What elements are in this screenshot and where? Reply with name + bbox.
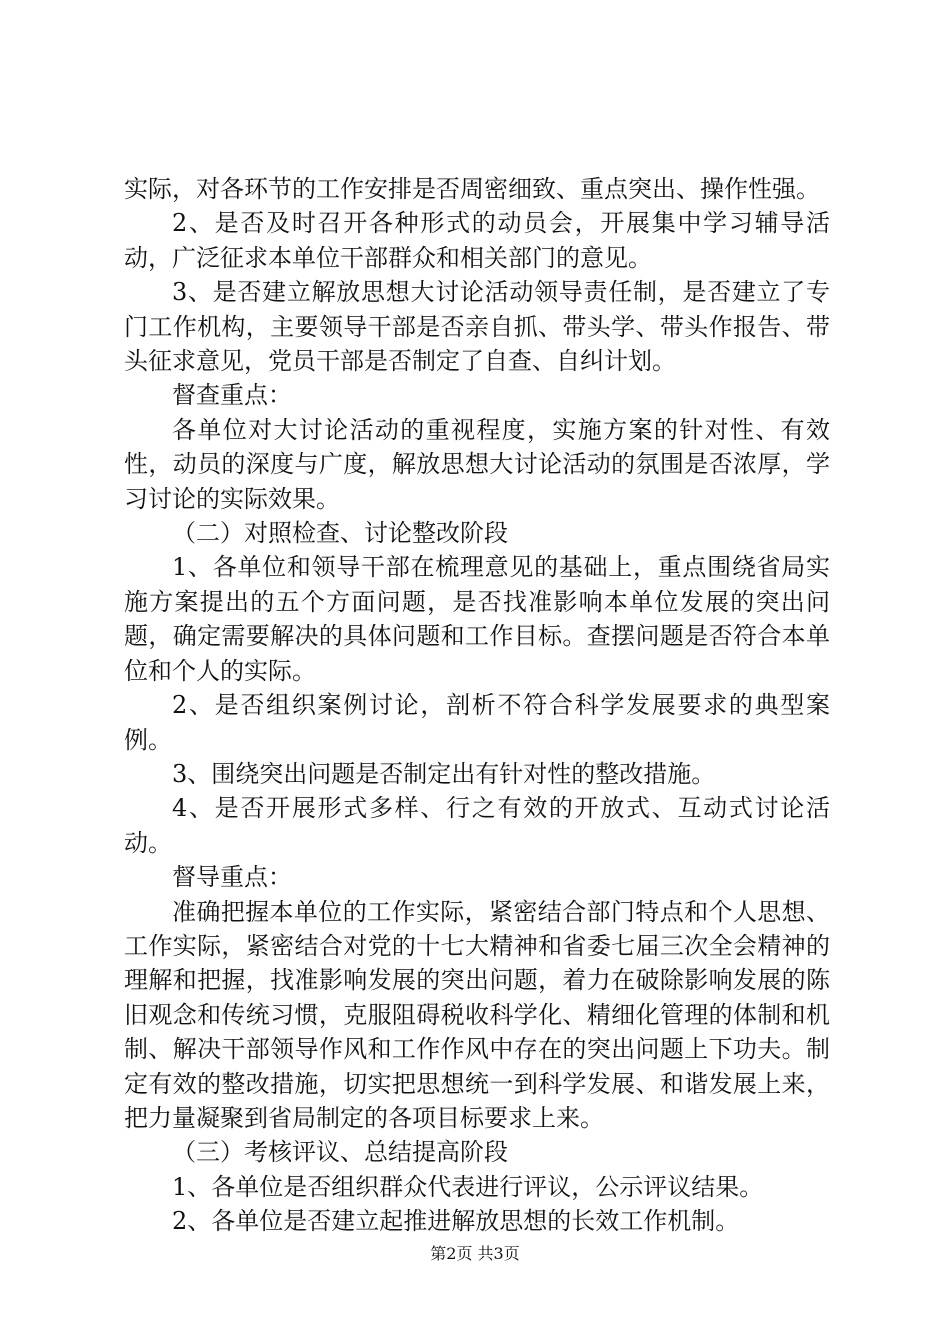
paragraph-10: 4、是否开展形式多样、行之有效的开放式、互动式讨论活动。 xyxy=(124,794,830,857)
paragraph-9: 3、围绕突出问题是否制定出有针对性的整改措施。 xyxy=(172,759,716,788)
paragraph-7: 1、各单位和领导干部在梳理意见的基础上，重点围绕省局实施方案提出的五个方面问题，是否找准影响本单位发展的突出问题，确定需要解决的具体问题和工作目标。查摆问题是否符合本单位和个人的实际。 xyxy=(124,553,830,685)
paragraph-3: 3、是否建立解放思想大讨论活动领导责任制，是否建立了专门工作机构，主要领导干部是否亲自抓、带头学、带头作报告、带头征求意见，党员干部是否制定了自查、自纠计划。 xyxy=(124,278,830,376)
paragraph-15: 2、各单位是否建立起推进解放思想的长效工作机制。 xyxy=(172,1207,740,1236)
paragraph-2: 2、是否及时召开各种形式的动员会，开展集中学习辅导活动，广泛征求本单位干部群众和相关部门的意见。 xyxy=(124,209,830,272)
paragraph-1: 实际，对各环节的工作安排是否周密细致、重点突出、操作性强。 xyxy=(124,175,820,203)
supervision-focus-label: 督查重点： xyxy=(172,381,292,410)
paragraph-14: 1、各单位是否组织群众代表进行评议，公示评议结果。 xyxy=(172,1172,764,1201)
section-heading-2: （二）对照检查、讨论整改阶段 xyxy=(172,519,508,548)
section-heading-3: （三）考核评议、总结提高阶段 xyxy=(172,1138,508,1167)
paragraph-5: 各单位对大讨论活动的重视程度，实施方案的针对性、有效性，动员的深度与广度，解放思想大讨论活动的氛围是否浓厚，学习讨论的实际效果。 xyxy=(124,415,830,513)
paragraph-8: 2、是否组织案例讨论，剖析不符合科学发展要求的典型案例。 xyxy=(124,691,830,754)
guidance-focus-label: 督导重点： xyxy=(172,863,292,892)
document-body xyxy=(124,172,830,1239)
paragraph-12: 准确把握本单位的工作实际，紧密结合部门特点和个人思想、工作实际，紧密结合对党的十七大精神和省委七届三次全会精神的理解和把握，找准影响发展的突出问题，着力在破除影响发展的陈旧观念和传统习惯，克服阻碍税收科学化、精细化管理的体制和机制、解决干部领导作风和工作作风中存在的突出问题上下功夫。制定有效的整改措施，切实把思想统一到科学发展、和谐发展上来，把力量凝聚到省局制定的各项目标要求上来。 xyxy=(124,897,830,1132)
page-number-footer: 第2页 共3页 xyxy=(430,1244,520,1263)
